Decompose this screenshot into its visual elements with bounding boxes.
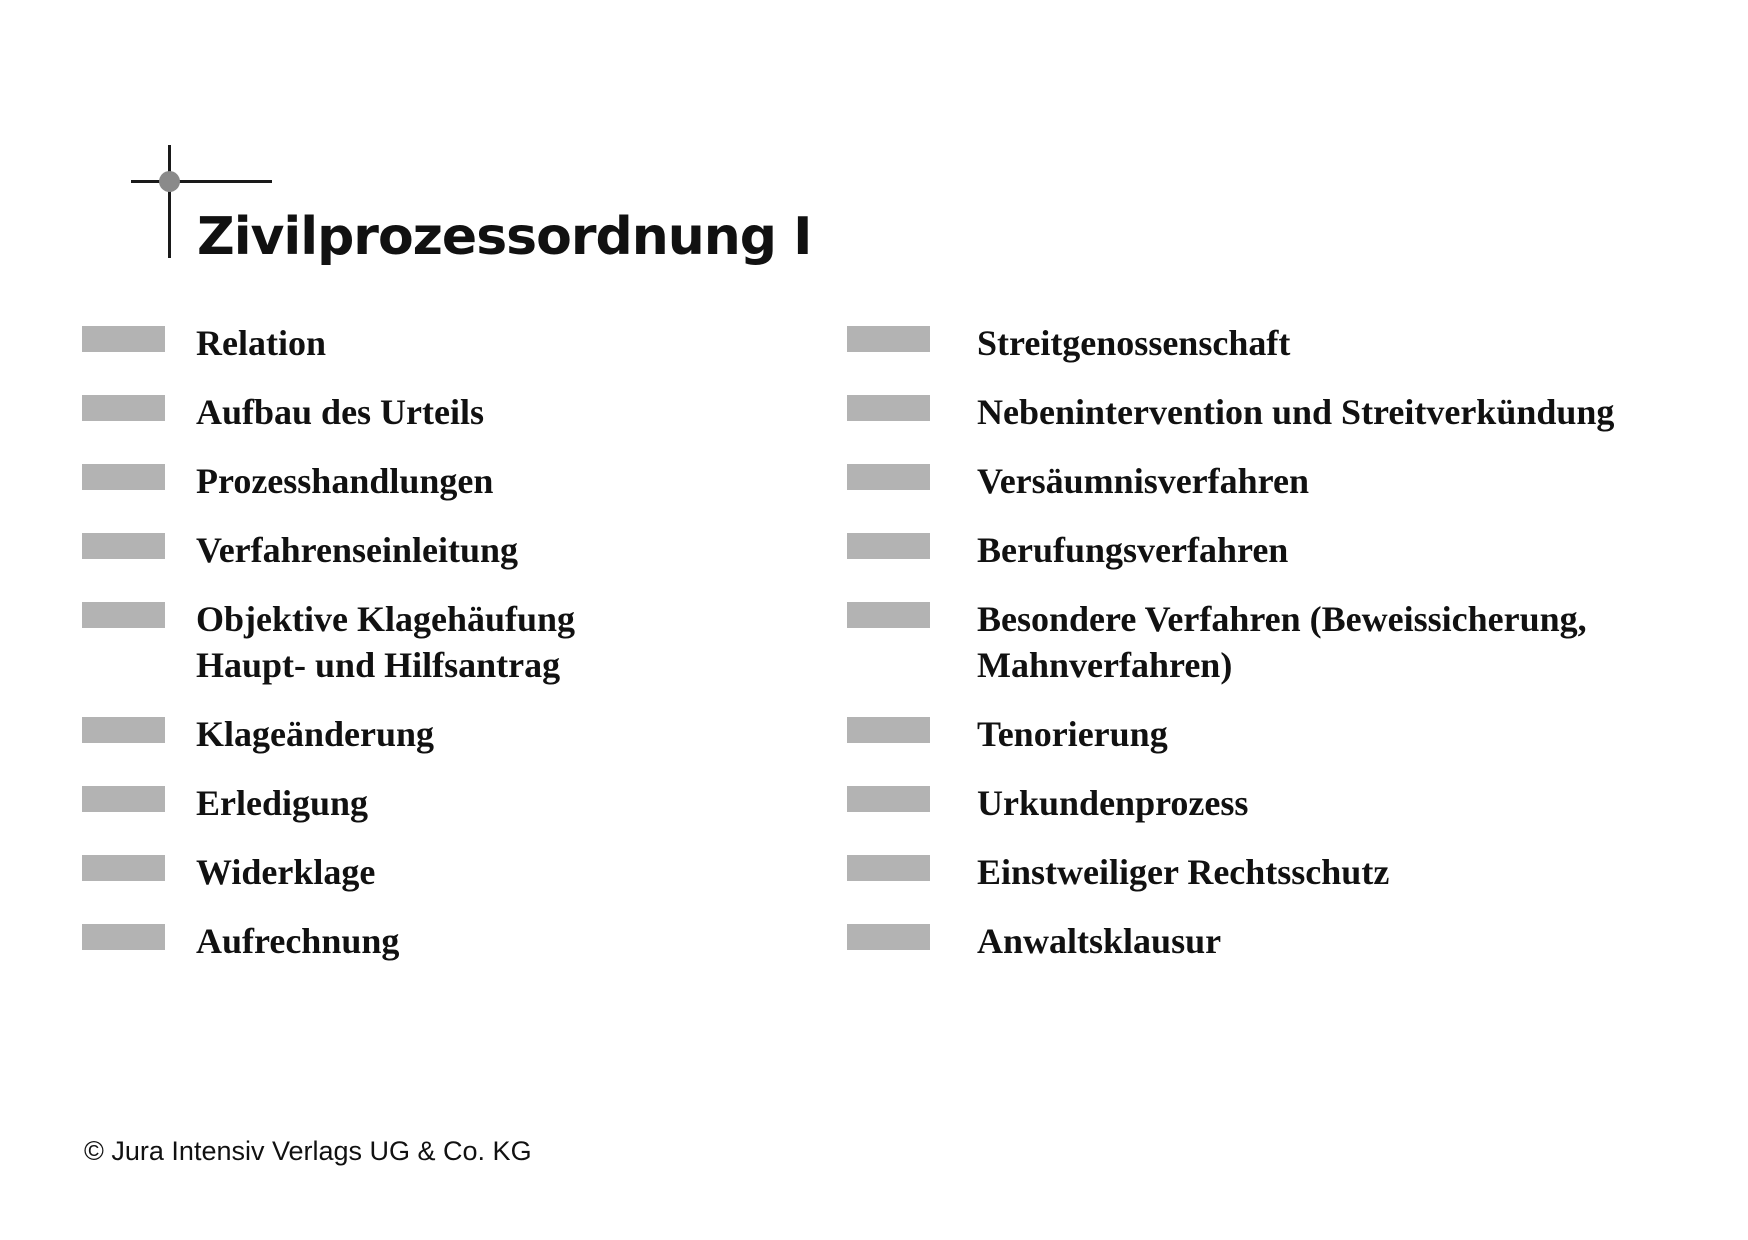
topic-bullet-icon (82, 717, 165, 743)
topic-bullet-icon (82, 395, 165, 421)
topic-label (977, 527, 1288, 573)
topic-label (196, 918, 399, 964)
topic-item (82, 389, 762, 435)
topic-label (977, 389, 1614, 435)
topic-label (977, 918, 1221, 964)
topic-label-line: Klageänderung (196, 714, 435, 754)
topic-label (196, 849, 375, 895)
topic-bullet-icon (847, 924, 930, 950)
topic-item (847, 320, 1727, 366)
crosshair-vertical-line (168, 145, 171, 258)
copyright-notice: © Jura Intensiv Verlags UG & Co. KG (84, 1136, 532, 1166)
topic-list-right (847, 320, 1727, 987)
topic-bullet-icon (847, 602, 930, 628)
topic-bullet-icon (82, 533, 165, 559)
topic-bullet-icon (847, 855, 930, 881)
topic-item (847, 918, 1727, 964)
topic-bullet-icon (847, 464, 930, 490)
page-title: Zivilprozessordnung I (197, 207, 812, 267)
topic-item (847, 711, 1727, 757)
topic-bullet-icon (82, 924, 165, 950)
topic-label (977, 458, 1309, 504)
topic-list-left (82, 320, 762, 987)
topic-item (847, 527, 1727, 573)
topic-item (82, 780, 762, 826)
topic-bullet-icon (847, 326, 930, 352)
topic-bullet-icon (847, 786, 930, 812)
topic-label (196, 780, 368, 826)
topic-label-line: Widerklage (196, 852, 376, 892)
topic-label-line: Urkundenprozess (977, 783, 1249, 823)
topic-label-line: Aufbau des Urteils (196, 392, 485, 432)
topic-label (977, 849, 1389, 895)
topic-bullet-icon (847, 533, 930, 559)
topic-label-line: Prozesshandlungen (196, 461, 494, 501)
topic-item (82, 849, 762, 895)
topic-bullet-icon (82, 786, 165, 812)
topic-item (82, 596, 762, 688)
topic-item (847, 849, 1727, 895)
topic-label (196, 458, 493, 504)
topic-bullet-icon (82, 855, 165, 881)
topic-bullet-icon (82, 602, 165, 628)
topic-label-line: Versäumnisverfahren (977, 461, 1309, 501)
topic-bullet-icon (82, 464, 165, 490)
topic-label-line: Streitgenossenschaft (977, 323, 1291, 363)
topic-label-line: Erledigung (196, 783, 369, 823)
topic-label-line: Verfahrenseinleitung (196, 530, 519, 570)
topic-label-line: Relation (196, 323, 326, 363)
topic-label (196, 527, 518, 573)
topic-label-line: Nebenintervention und Streitverkündung (977, 392, 1615, 432)
topic-label (196, 389, 484, 435)
topic-item (82, 527, 762, 573)
topic-item (847, 389, 1727, 435)
topic-label (977, 780, 1248, 826)
topic-label-line: Aufrechnung (196, 921, 400, 961)
topic-bullet-icon (82, 326, 165, 352)
topic-item (82, 458, 762, 504)
topic-label-line: Berufungsverfahren (977, 530, 1289, 570)
topic-item (82, 320, 762, 366)
topic-label (977, 711, 1168, 757)
topic-label-line: Anwaltsklausur (977, 921, 1222, 961)
topic-bullet-icon (847, 395, 930, 421)
topic-label-line: Besondere Verfahren (Beweissicherung, (977, 599, 1587, 639)
topic-label (196, 711, 434, 757)
topic-bullet-icon (847, 717, 930, 743)
topic-label-line: Einstweiliger Rechtsschutz (977, 852, 1390, 892)
topic-item (847, 596, 1727, 688)
topic-item (847, 780, 1727, 826)
topic-item (82, 918, 762, 964)
topic-item (82, 711, 762, 757)
topic-label-line: Tenorierung (977, 714, 1168, 754)
topic-label (196, 320, 326, 366)
topic-label-line: Haupt- und Hilfsantrag (196, 645, 561, 685)
topic-label (977, 596, 1587, 688)
topic-label-line: Mahnverfahren) (977, 645, 1233, 685)
crosshair-horizontal-line (131, 180, 272, 183)
topic-label (196, 596, 575, 688)
topic-label-line: Objektive Klagehäufung (196, 599, 576, 639)
crosshair-dot-icon (159, 171, 180, 192)
topic-item (847, 458, 1727, 504)
topic-label (977, 320, 1290, 366)
